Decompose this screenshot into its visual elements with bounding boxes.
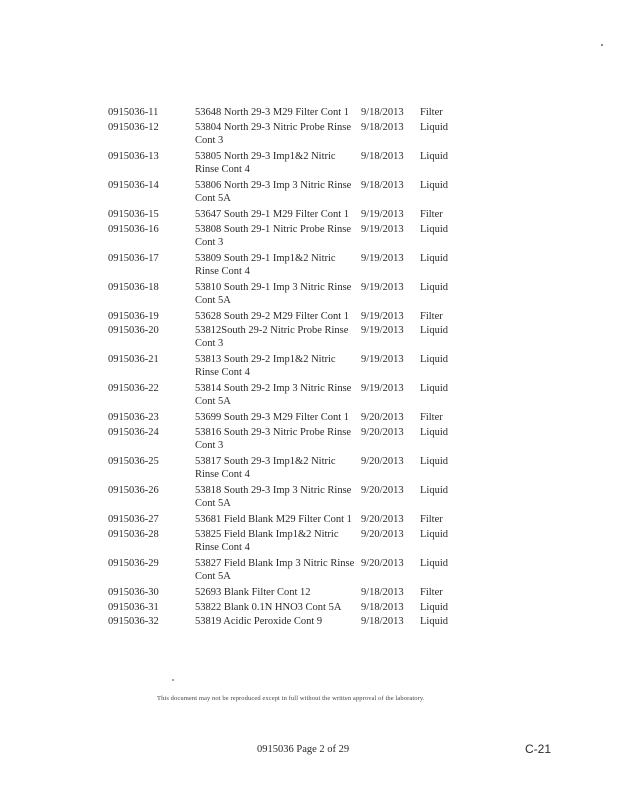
table-row <box>106 281 460 310</box>
sample-matrix: Liquid <box>420 151 448 162</box>
sample-id: 0915036-15 <box>108 209 159 220</box>
sample-date: 9/18/2013 <box>361 616 404 627</box>
sample-id: 0915036-12 <box>108 122 159 133</box>
sample-date: 9/20/2013 <box>361 558 404 569</box>
sample-description: 53822 Blank 0.1N HNO3 Cont 5A <box>195 602 342 613</box>
sample-id: 0915036-28 <box>108 529 159 540</box>
table-row <box>106 615 460 629</box>
sample-matrix: Liquid <box>420 602 448 613</box>
reproduction-footnote: This document may not be reproduced except in full without the written approval of the laboratory. <box>157 695 425 702</box>
sample-matrix: Liquid <box>420 180 448 191</box>
sample-id: 0915036-14 <box>108 180 159 191</box>
sample-description: 53805 North 29-3 Imp1&2 Nitric Rinse Cont 4 <box>195 151 336 175</box>
table-row <box>106 324 460 353</box>
sample-date: 9/19/2013 <box>361 354 404 365</box>
sample-id: 0915036-32 <box>108 616 159 627</box>
sample-description: 53809 South 29-1 Imp1&2 Nitric Rinse Cont 4 <box>195 253 336 277</box>
sample-description: 53628 South 29-2 M29 Filter Cont 1 <box>195 311 350 322</box>
sample-description: 53825 Field Blank Imp1&2 Nitric Rinse Cont 4 <box>195 529 339 553</box>
sample-description: 53806 North 29-3 Imp 3 Nitric Rinse Cont 5A <box>195 180 352 204</box>
sample-matrix: Filter <box>420 514 443 525</box>
sample-description: 53812South 29-2 Nitric Probe Rinse Cont 3 <box>195 325 349 349</box>
sample-date: 9/19/2013 <box>361 282 404 293</box>
sample-matrix: Liquid <box>420 427 448 438</box>
sample-date: 9/19/2013 <box>361 224 404 235</box>
table-row <box>106 208 460 223</box>
sample-matrix: Liquid <box>420 558 448 569</box>
sample-id: 0915036-30 <box>108 587 159 598</box>
sample-description: 53818 South 29-3 Imp 3 Nitric Rinse Cont 5A <box>195 485 352 509</box>
sample-date: 9/20/2013 <box>361 427 404 438</box>
sample-matrix: Filter <box>420 209 443 220</box>
table-row <box>106 455 460 484</box>
sample-description: 53814 South 29-2 Imp 3 Nitric Rinse Cont 5A <box>195 383 352 407</box>
sample-date: 9/20/2013 <box>361 529 404 540</box>
sample-description: 52693 Blank Filter Cont 12 <box>195 587 311 598</box>
table-row <box>106 382 460 411</box>
sample-date: 9/19/2013 <box>361 311 404 322</box>
table-row <box>106 411 460 426</box>
sample-date: 9/19/2013 <box>361 383 404 394</box>
sample-matrix: Liquid <box>420 529 448 540</box>
sample-date: 9/18/2013 <box>361 107 404 118</box>
sample-description: 53810 South 29-1 Imp 3 Nitric Rinse Cont 5A <box>195 282 352 306</box>
sample-id: 0915036-16 <box>108 224 159 235</box>
sample-matrix: Liquid <box>420 224 448 235</box>
table-row <box>106 179 460 208</box>
sample-id: 0915036-26 <box>108 485 159 496</box>
sample-id: 0915036-21 <box>108 354 159 365</box>
table-row <box>106 513 460 528</box>
sample-date: 9/18/2013 <box>361 122 404 133</box>
sample-date: 9/20/2013 <box>361 514 404 525</box>
sample-description: 53647 South 29-1 M29 Filter Cont 1 <box>195 209 350 220</box>
sample-id: 0915036-31 <box>108 602 159 613</box>
sample-matrix: Liquid <box>420 616 448 627</box>
sample-date: 9/18/2013 <box>361 151 404 162</box>
sample-matrix: Filter <box>420 311 443 322</box>
sample-date: 9/19/2013 <box>361 209 404 220</box>
table-row <box>106 121 460 150</box>
sample-matrix: Filter <box>420 587 443 598</box>
table-row <box>106 484 460 513</box>
sample-description: 53827 Field Blank Imp 3 Nitric Rinse Cont 5A <box>195 558 355 582</box>
table-row <box>106 310 460 324</box>
sample-date: 9/19/2013 <box>361 253 404 264</box>
sample-description: 53817 South 29-3 Imp1&2 Nitric Rinse Cont 4 <box>195 456 336 480</box>
sample-description: 53808 South 29-1 Nitric Probe Rinse Cont 3 <box>195 224 352 248</box>
sample-id: 0915036-22 <box>108 383 159 394</box>
sample-description: 53648 North 29-3 M29 Filter Cont 1 <box>195 107 349 118</box>
sample-id: 0915036-23 <box>108 412 159 423</box>
sample-date: 9/20/2013 <box>361 485 404 496</box>
sample-matrix: Liquid <box>420 122 448 133</box>
sample-description: 53699 South 29-3 M29 Filter Cont 1 <box>195 412 350 423</box>
sample-description: 53813 South 29-2 Imp1&2 Nitric Rinse Cont 4 <box>195 354 336 378</box>
sample-matrix: Liquid <box>420 354 448 365</box>
sample-date: 9/18/2013 <box>361 587 404 598</box>
sample-matrix: Liquid <box>420 253 448 264</box>
sample-description: 53804 North 29-3 Nitric Probe Rinse Cont 3 <box>195 122 352 146</box>
sample-id: 0915036-20 <box>108 325 159 336</box>
sample-matrix: Liquid <box>420 282 448 293</box>
scan-speck <box>172 679 174 681</box>
sample-matrix: Liquid <box>420 456 448 467</box>
sample-table <box>106 106 460 629</box>
sample-id: 0915036-18 <box>108 282 159 293</box>
sample-id: 0915036-17 <box>108 253 159 264</box>
sample-id: 0915036-29 <box>108 558 159 569</box>
sample-date: 9/20/2013 <box>361 412 404 423</box>
sample-date: 9/18/2013 <box>361 602 404 613</box>
table-row <box>106 252 460 281</box>
table-row <box>106 150 460 179</box>
table-row <box>106 557 460 586</box>
sample-date: 9/19/2013 <box>361 325 404 336</box>
sample-id: 0915036-27 <box>108 514 159 525</box>
sample-id: 0915036-24 <box>108 427 159 438</box>
table-row <box>106 106 460 121</box>
sample-date: 9/20/2013 <box>361 456 404 467</box>
sample-matrix: Filter <box>420 107 443 118</box>
sample-description: 53816 South 29-3 Nitric Probe Rinse Cont 3 <box>195 427 352 451</box>
sample-id: 0915036-13 <box>108 151 159 162</box>
table-row <box>106 601 460 615</box>
table-row <box>106 426 460 455</box>
table-row <box>106 223 460 252</box>
sample-matrix: Liquid <box>420 383 448 394</box>
sample-matrix: Filter <box>420 412 443 423</box>
sample-id: 0915036-25 <box>108 456 159 467</box>
sample-description: 53819 Acidic Peroxide Cont 9 <box>195 616 323 627</box>
table-row <box>106 586 460 601</box>
page-code: C-21 <box>525 742 552 756</box>
sample-id: 0915036-19 <box>108 311 159 322</box>
sample-date: 9/18/2013 <box>361 180 404 191</box>
sample-description: 53681 Field Blank M29 Filter Cont 1 <box>195 514 352 525</box>
scan-speck <box>601 44 603 46</box>
table-row <box>106 528 460 557</box>
sample-matrix: Liquid <box>420 325 448 336</box>
sample-id: 0915036-11 <box>108 107 159 118</box>
page-number: 0915036 Page 2 of 29 <box>257 744 350 755</box>
table-row <box>106 353 460 382</box>
sample-matrix: Liquid <box>420 485 448 496</box>
